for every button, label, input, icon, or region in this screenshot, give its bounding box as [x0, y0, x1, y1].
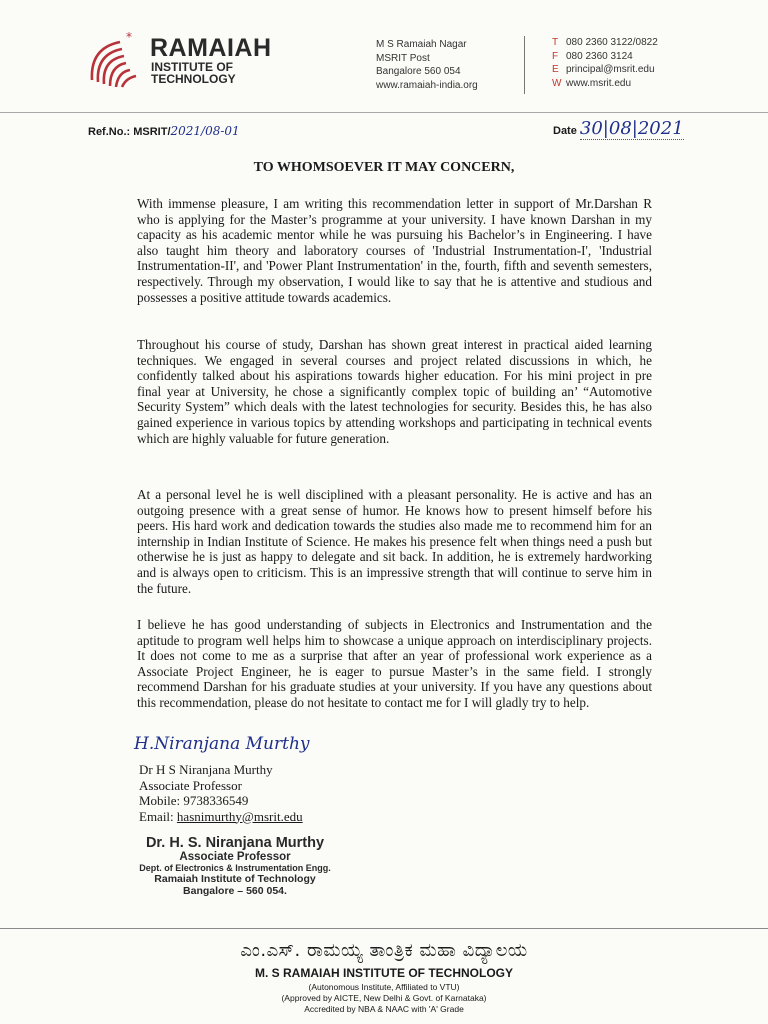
website-link[interactable]: www.ramaiah-india.org — [376, 79, 478, 91]
footer-affiliation: (Autonomous Institute, Affiliated to VTU) — [308, 982, 460, 992]
official-stamp: Dr. H. S. Niranjana Murthy Associate Professor Dept. of Electronics & Instrumentation Engg. Ramaiah Institute of Technology Bangalore – 560 054. — [139, 835, 331, 897]
footer-approval: (Approved by AICTE, New Delhi & Govt. of Karnataka) — [281, 993, 487, 1003]
footer-kannada-name: ಎಂ.ಎಸ್. ರಾಮಯ್ಯ ತಾಂತ್ರಿಕ ಮಹಾ ವಿದ್ಯಾಲಯ — [240, 940, 528, 961]
institute-logo-icon — [86, 30, 144, 92]
brand-name: RAMAIAH — [150, 34, 272, 62]
letter-heading: TO WHOMSOEVER IT MAY CONCERN, — [253, 160, 515, 175]
paragraph: At a personal level he is well disciplined with a pleasant personality. He is active and has an outgoing presence with a great sense of humor. He knows how to present himself before his peers. His hard work and dedication towards the studies also made me to recommend him for an internship in Indian Institute of Science. He makes his presence felt when things need a push but otherwise he is just as happy to delegate and sit back. In addition, he is extremely hardworking and is always open to criticism. This is an impressive strength that will continue to serve him in the future. — [137, 487, 652, 596]
signer-title: Associate Professor — [139, 777, 242, 793]
handwritten-signature: H.Niranjana Murthy — [134, 734, 310, 754]
letter-date: Date 30|08|2021 — [553, 118, 684, 139]
institute-address: M S Ramaiah Nagar MSRIT Post Bangalore 560 054 www.ramaiah-india.org — [376, 39, 478, 91]
footer-institute-name: M. S RAMAIAH INSTITUTE OF TECHNOLOGY — [255, 966, 513, 980]
contact-block: T 080 2360 3122/0822 F 080 2360 3124 E principal@msrit.edu W www.msrit.edu — [552, 37, 658, 89]
divider — [524, 36, 525, 94]
signer-email-link[interactable]: hasnimurthy@msrit.edu — [176, 808, 303, 824]
signer-name: Dr H S Niranjana Murthy — [139, 762, 273, 777]
signature-block: Dr H S Niranjana Murthy Associate Professor Mobile: 9738336549 Email: hasnimurthy@msrit.edu — [139, 762, 303, 824]
divider — [0, 928, 768, 929]
signer-mobile: Mobile: 9738336549 — [139, 793, 249, 808]
paragraph: Throughout his course of study, Darshan has shown great interest in practical aided learning techniques. We engaged in several courses and project related discussions in which, he confidently talked about his aspirations towards higher education. For his mini project in pre final year at University, he chose a significantly complex topic of building an’ “Automotive Security System” which deals with the latest technologies for security. Besides this, he has also gained experience in various topics by attending workshops and participating in technical events which are highly valuable for future generation. — [137, 337, 652, 446]
reference-number: Ref.No.: MSRIT/2021/08-01 — [88, 124, 240, 138]
website-link[interactable]: www.msrit.edu — [566, 77, 632, 89]
divider — [0, 112, 768, 113]
email-link[interactable]: principal@msrit.edu — [566, 64, 655, 75]
paragraph: With immense pleasure, I am writing this recommendation letter in support of Mr.Darshan R who is applying for the Master’s programme at your university. I have known Darshan in my capacity as his academic mentor while he was pursuing his Bachelor’s in Engineering. I have also taught him theory and laboratory courses of 'Industrial Instrumentation-I', 'Industrial Instrumentation-II', and 'Power Plant Instrumentation' in the, fourth, fifth and seventh semesters, respectively. Through my observation, I would like to say that he is attentive and studious and possesses a positive attitude towards academics. — [137, 196, 652, 305]
paragraph: I believe he has good understanding of subjects in Electronics and Instrumentation and the aptitude to program well helps him to showcase a unique approach on interdisciplinary projects. It does not come to me as a surprise that after an year of professional work experience as a Associate Project Engineer, he is eager to pursue Master’s in the same field. I strongly recommend Darshan for his graduate studies at your university. If you have any questions about this recommendation, please do not hesitate to contact me for I will gladly try to help. — [137, 617, 652, 710]
footer-accreditation: Accredited by NBA & NAAC with 'A' Grade — [304, 1004, 464, 1014]
svg-text:*: * — [126, 30, 132, 44]
brand-subtitle: INSTITUTE OF TECHNOLOGY — [151, 60, 236, 86]
